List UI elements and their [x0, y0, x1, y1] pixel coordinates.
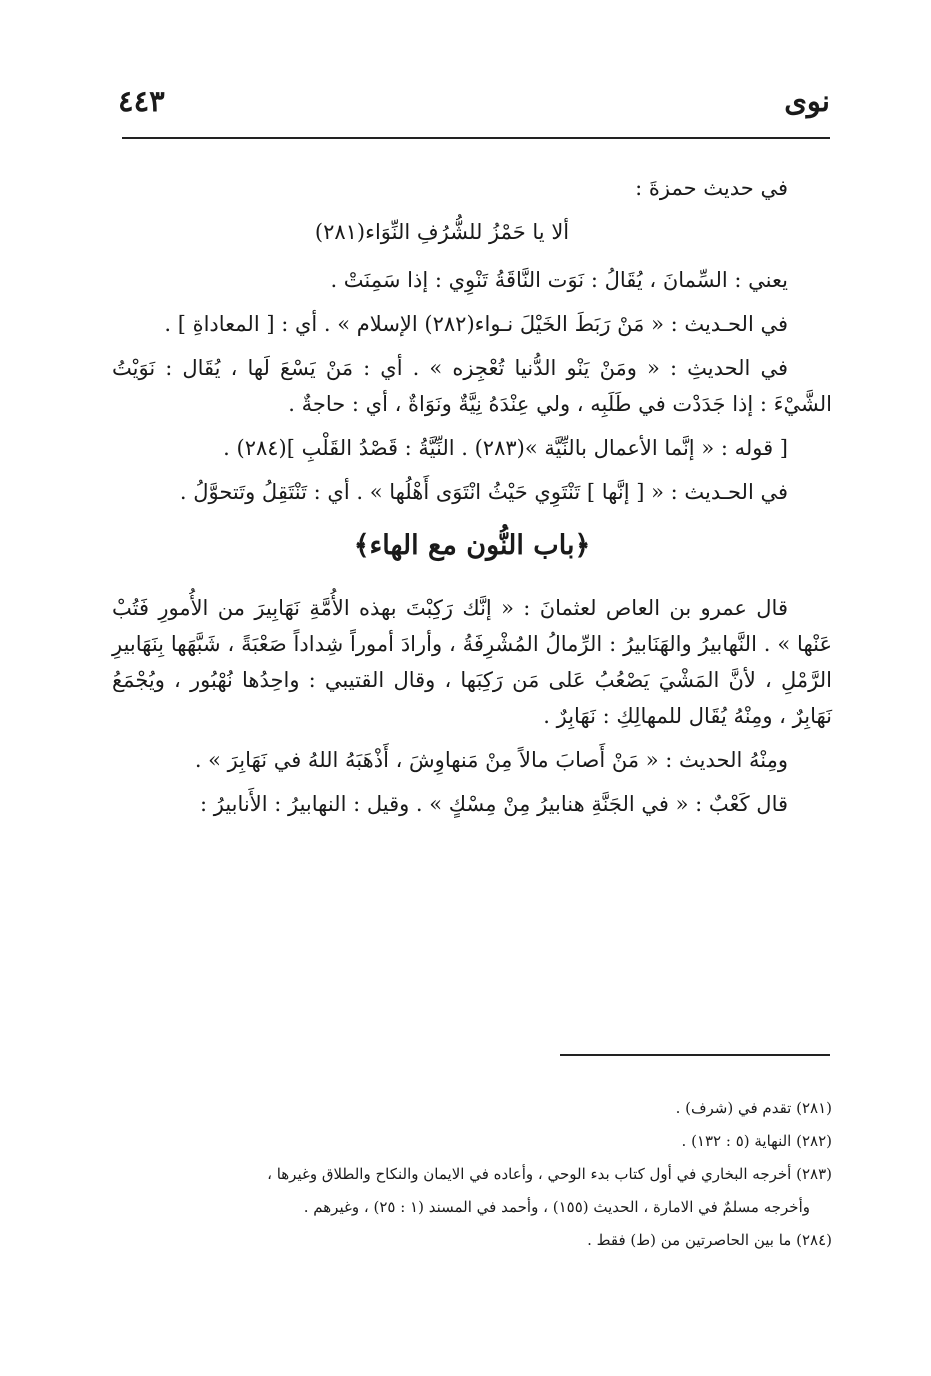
verse-line: ألا يا حَمْزُ للشُّرُفِ النِّوَاء(٢٨١)	[314, 220, 570, 244]
paragraph-tantawi-hadith: في الحـديث : « [ إنَّها ] تَنْتَوِي حَيْثُ انْتَوَى أَهْلُها » . أي : تَنْتَقِلُ وتَتحوَّلُ .	[179, 480, 788, 504]
paragraph-niyya: [ قوله : « إنَّما الأعمال بالنِّيَّة »(٢٨٣) . النِّيَّةُ : قَصْدُ القَلْبِ ](٢٨٤) .	[223, 436, 788, 460]
page-header	[112, 84, 830, 132]
footnotes	[112, 1092, 832, 1257]
footnote-rule	[560, 1054, 830, 1056]
footnote-284: (٢٨٤) ما بين الحاصرتين من (ط) فقط .	[587, 1231, 832, 1249]
footnote-282: (٢٨٢) النهاية (٥ : ١٣٢) .	[681, 1132, 832, 1150]
footnote-281: (٢٨١) تقدم في (شرف) .	[675, 1099, 832, 1117]
paragraph-kaab: قال كَعْبٌ : « في الجَنَّةِ هنابيرُ مِنْ مِسْكٍ » . وقيل : النهابيرُ : الأَنابيرُ :	[200, 792, 788, 816]
paragraph-siman: يعني : السِّمانَ ، يُقَالُ : نَوَت النَّاقَةُ تَنْوِي : إذا سَمِنَتْ .	[330, 268, 788, 292]
header-root-word: نوى	[784, 84, 830, 118]
paragraph-khayl-hadith: في الحـديث : « مَنْ رَبَطَ الخَيْلَ نـواء(٢٨٢) الإسلام » . أي : [ المعاداةِ ] .	[164, 312, 788, 336]
paragraph-dunya-hadith: في الحديثِ : « ومَنْ يَنْو الدُّنيا تُعْجِزه » . أي : مَنْ يَسْعَ لَها ، يُقَال : نَوَيْتُ الشَّيْءَ : إذا جَدَدْت في طَلَبِه ، ولي عِنْدَهُ نِيَّةٌ ونَوَاةٌ ، أي : حاجةٌ .	[112, 356, 832, 416]
footnote-283-continued: وأخرجه مسلمٌ في الامارة ، الحديث (١٥٥) ، وأحمد في المسند (١ : ٢٥) ، وغيرهم .	[303, 1198, 810, 1216]
paragraph-manahawish-hadith: ومِنْهُ الحديث : « مَنْ أَصابَ مالاً مِنْ مَنهاوِشَ ، أَذْهَبَهُ اللهُ في نَهَابِرَ » .	[194, 748, 788, 772]
paragraph-hamza-intro: في حديث حمزةَ :	[635, 176, 788, 200]
page-number: ٤٤٣	[118, 84, 165, 118]
section-heading: ﴿باب النُّون مع الهاء﴾	[353, 530, 591, 561]
footnote-283: (٢٨٣) أخرجه البخاري في أول كتاب بدء الوحي ، وأعاده في الايمان والنكاح والطلاق وغيرها ،	[267, 1165, 832, 1183]
paragraph-amr-ibn-al-as: قال عمرو بن العاص لعثمانَ : « إنَّك رَكِبْتَ بهذه الأُمَّةِ نَهَابِيرَ من الأُمورِ فَتُبْ عَنْها » . النَّهابيرُ والهَنَابيرُ : الرِّمالُ المُشْرِفَةُ ، وأرادَ أموراً شِداداً صَعْبَةً ، شَبَّهَها بِنَهَابيرِ الرَّمْلِ ، لأنَّ المَشْيَ يَصْعُبُ عَلى مَن رَكِبَها ، وقال القتيبي : واحِدُها نُهْبُور ، ويُجْمَعُ نَهَابِرٌ ، ومِنْهُ يُقَال للمهالِكِ : نَهَابِرٌ .	[112, 596, 832, 728]
header-rule	[122, 137, 830, 139]
main-text	[112, 170, 832, 830]
